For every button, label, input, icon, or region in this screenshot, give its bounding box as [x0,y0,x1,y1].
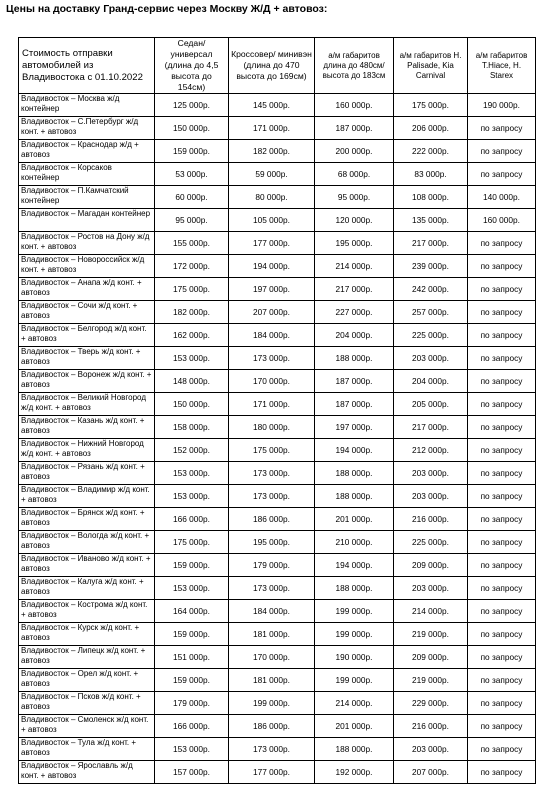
palisade-price-cell: 135 000р. [394,209,468,232]
table-row [19,232,536,255]
table-row [19,324,536,347]
hiace-price-cell: 140 000р. [468,186,536,209]
route-cell: Владивосток – Нижний Новгород ж/д конт. + автовоз [19,439,155,462]
palisade-price-cell: 108 000р. [394,186,468,209]
table-row [19,416,536,439]
header-sedan: Седан/ универсал (длина до 4,5 высота до 154см) [155,38,229,94]
route-cell: Владивосток – Курск ж/д конт. + автовоз [19,623,155,646]
price-table-container [18,37,535,784]
route-cell: Владивосток – С.Петербург ж/д конт. + автовоз [19,117,155,140]
route-cell: Владивосток – Брянск ж/д конт. + автовоз [19,508,155,531]
table-row [19,278,536,301]
sedan-price-cell: 159 000р. [155,623,229,646]
palisade-price-cell: 217 000р. [394,416,468,439]
table-row [19,485,536,508]
hiace-price-cell: по запросу [468,715,536,738]
large-price-cell: 199 000р. [315,623,394,646]
crossover-price-cell: 173 000р. [229,577,315,600]
crossover-price-cell: 186 000р. [229,508,315,531]
route-cell: Владивосток – Сочи ж/д конт. + автовоз [19,301,155,324]
route-cell: Владивосток – Белгород ж/д конт. + автовоз [19,324,155,347]
route-cell: Владивосток – Рязань ж/д конт. + автовоз [19,462,155,485]
crossover-price-cell: 207 000р. [229,301,315,324]
large-price-cell: 201 000р. [315,715,394,738]
hiace-price-cell: по запросу [468,508,536,531]
crossover-price-cell: 173 000р. [229,462,315,485]
route-cell: Владивосток – Вологда ж/д конт. + автовоз [19,531,155,554]
table-row [19,761,536,784]
crossover-price-cell: 194 000р. [229,255,315,278]
route-cell: Владивосток – Смоленск ж/д конт. + автовоз [19,715,155,738]
route-cell: Владивосток – Калуга ж/д конт. + автовоз [19,577,155,600]
sedan-price-cell: 152 000р. [155,439,229,462]
route-cell: Владивосток – Орел ж/д конт. + автовоз [19,669,155,692]
hiace-price-cell: по запросу [468,623,536,646]
crossover-price-cell: 171 000р. [229,393,315,416]
sedan-price-cell: 153 000р. [155,577,229,600]
header-large-vehicle: а/м габаритов длина до 480см/высота до 183см [315,38,394,94]
palisade-price-cell: 203 000р. [394,462,468,485]
route-cell: Владивосток – Краснодар ж/д + автовоз [19,140,155,163]
table-row [19,692,536,715]
route-cell: Владивосток – Великий Новгород ж/д конт. + автовоз [19,393,155,416]
large-price-cell: 227 000р. [315,301,394,324]
sedan-price-cell: 162 000р. [155,324,229,347]
crossover-price-cell: 173 000р. [229,738,315,761]
sedan-price-cell: 153 000р. [155,738,229,761]
hiace-price-cell: по запросу [468,462,536,485]
large-price-cell: 195 000р. [315,232,394,255]
sedan-price-cell: 60 000р. [155,186,229,209]
sedan-price-cell: 166 000р. [155,715,229,738]
hiace-price-cell: по запросу [468,347,536,370]
hiace-price-cell: по запросу [468,255,536,278]
hiace-price-cell: по запросу [468,393,536,416]
crossover-price-cell: 179 000р. [229,554,315,577]
sedan-price-cell: 153 000р. [155,485,229,508]
sedan-price-cell: 153 000р. [155,347,229,370]
table-row [19,117,536,140]
price-table [18,37,536,784]
hiace-price-cell: по запросу [468,692,536,715]
large-price-cell: 210 000р. [315,531,394,554]
sedan-price-cell: 150 000р. [155,117,229,140]
sedan-price-cell: 158 000р. [155,416,229,439]
large-price-cell: 201 000р. [315,508,394,531]
crossover-price-cell: 80 000р. [229,186,315,209]
table-row [19,439,536,462]
large-price-cell: 187 000р. [315,393,394,416]
table-row [19,715,536,738]
palisade-price-cell: 214 000р. [394,600,468,623]
route-cell: Владивосток – Кострома ж/д конт. + автовоз [19,600,155,623]
large-price-cell: 187 000р. [315,370,394,393]
hiace-price-cell: 160 000р. [468,209,536,232]
table-row [19,163,536,186]
route-cell: Владивосток – Тверь ж/д конт. + автовоз [19,347,155,370]
hiace-price-cell: по запросу [468,163,536,186]
palisade-price-cell: 257 000р. [394,301,468,324]
hiace-price-cell: по запросу [468,278,536,301]
crossover-price-cell: 182 000р. [229,140,315,163]
crossover-price-cell: 105 000р. [229,209,315,232]
large-price-cell: 194 000р. [315,554,394,577]
palisade-price-cell: 203 000р. [394,347,468,370]
crossover-price-cell: 197 000р. [229,278,315,301]
palisade-price-cell: 225 000р. [394,324,468,347]
large-price-cell: 188 000р. [315,462,394,485]
route-cell: Владивосток – Липецк ж/д конт. + автовоз [19,646,155,669]
table-row [19,669,536,692]
hiace-price-cell: по запросу [468,554,536,577]
crossover-price-cell: 173 000р. [229,347,315,370]
large-price-cell: 188 000р. [315,485,394,508]
hiace-price-cell: по запросу [468,531,536,554]
large-price-cell: 194 000р. [315,439,394,462]
sedan-price-cell: 166 000р. [155,508,229,531]
large-price-cell: 197 000р. [315,416,394,439]
palisade-price-cell: 219 000р. [394,623,468,646]
sedan-price-cell: 175 000р. [155,531,229,554]
table-row [19,186,536,209]
large-price-cell: 199 000р. [315,669,394,692]
large-price-cell: 188 000р. [315,347,394,370]
route-cell: Владивосток – Владимир ж/д конт. + автовоз [19,485,155,508]
hiace-price-cell: по запросу [468,600,536,623]
sedan-price-cell: 153 000р. [155,462,229,485]
route-cell: Владивосток – Новороссийск ж/д конт. + автовоз [19,255,155,278]
crossover-price-cell: 184 000р. [229,324,315,347]
route-cell: Владивосток – Ярославль ж/д конт. + автовоз [19,761,155,784]
route-cell: Владивосток – Ростов на Дону ж/д конт. + автовоз [19,232,155,255]
sedan-price-cell: 53 000р. [155,163,229,186]
crossover-price-cell: 186 000р. [229,715,315,738]
large-price-cell: 68 000р. [315,163,394,186]
route-cell: Владивосток – Иваново ж/д конт. + автовоз [19,554,155,577]
large-price-cell: 204 000р. [315,324,394,347]
hiace-price-cell: по запросу [468,301,536,324]
table-row [19,347,536,370]
route-cell: Владивосток – Корсаков контейнер [19,163,155,186]
large-price-cell: 214 000р. [315,692,394,715]
table-header-row [19,38,536,94]
hiace-price-cell: по запросу [468,232,536,255]
palisade-price-cell: 83 000р. [394,163,468,186]
hiace-price-cell: по запросу [468,669,536,692]
palisade-price-cell: 229 000р. [394,692,468,715]
large-price-cell: 190 000р. [315,646,394,669]
sedan-price-cell: 182 000р. [155,301,229,324]
sedan-price-cell: 151 000р. [155,646,229,669]
crossover-price-cell: 181 000р. [229,623,315,646]
hiace-price-cell: по запросу [468,761,536,784]
sedan-price-cell: 148 000р. [155,370,229,393]
sedan-price-cell: 159 000р. [155,669,229,692]
table-row [19,94,536,117]
hiace-price-cell: по запросу [468,646,536,669]
palisade-price-cell: 212 000р. [394,439,468,462]
crossover-price-cell: 177 000р. [229,761,315,784]
crossover-price-cell: 170 000р. [229,370,315,393]
large-price-cell: 214 000р. [315,255,394,278]
large-price-cell: 199 000р. [315,600,394,623]
table-row [19,738,536,761]
hiace-price-cell: по запросу [468,485,536,508]
crossover-price-cell: 59 000р. [229,163,315,186]
table-row [19,508,536,531]
crossover-price-cell: 199 000р. [229,692,315,715]
table-row [19,531,536,554]
crossover-price-cell: 145 000р. [229,94,315,117]
sedan-price-cell: 159 000р. [155,554,229,577]
palisade-price-cell: 216 000р. [394,715,468,738]
palisade-price-cell: 206 000р. [394,117,468,140]
hiace-price-cell: по запросу [468,738,536,761]
hiace-price-cell: 190 000р. [468,94,536,117]
palisade-price-cell: 209 000р. [394,646,468,669]
large-price-cell: 188 000р. [315,738,394,761]
palisade-price-cell: 209 000р. [394,554,468,577]
crossover-price-cell: 181 000р. [229,669,315,692]
hiace-price-cell: по запросу [468,439,536,462]
large-price-cell: 120 000р. [315,209,394,232]
crossover-price-cell: 177 000р. [229,232,315,255]
table-row [19,623,536,646]
table-row [19,140,536,163]
sedan-price-cell: 172 000р. [155,255,229,278]
table-row [19,370,536,393]
large-price-cell: 95 000р. [315,186,394,209]
route-cell: Владивосток – Анапа ж/д конт. + автовоз [19,278,155,301]
large-price-cell: 160 000р. [315,94,394,117]
palisade-price-cell: 203 000р. [394,738,468,761]
crossover-price-cell: 171 000р. [229,117,315,140]
header-palisade-carnival: а/м габаритов H. Palisade, Kia Carnival [394,38,468,94]
palisade-price-cell: 205 000р. [394,393,468,416]
crossover-price-cell: 175 000р. [229,439,315,462]
sedan-price-cell: 155 000р. [155,232,229,255]
route-cell: Владивосток – П.Камчатский контейнер [19,186,155,209]
sedan-price-cell: 179 000р. [155,692,229,715]
crossover-price-cell: 195 000р. [229,531,315,554]
palisade-price-cell: 175 000р. [394,94,468,117]
palisade-price-cell: 219 000р. [394,669,468,692]
route-cell: Владивосток – Магадан контейнер [19,209,155,232]
palisade-price-cell: 204 000р. [394,370,468,393]
palisade-price-cell: 225 000р. [394,531,468,554]
table-row [19,209,536,232]
hiace-price-cell: по запросу [468,577,536,600]
header-crossover: Кроссовер/ минивэн (длина до 470 высота до 169см) [229,38,315,94]
hiace-price-cell: по запросу [468,416,536,439]
crossover-price-cell: 184 000р. [229,600,315,623]
table-row [19,462,536,485]
table-row [19,600,536,623]
route-cell: Владивосток – Казань ж/д конт. + автовоз [19,416,155,439]
palisade-price-cell: 217 000р. [394,232,468,255]
table-row [19,255,536,278]
palisade-price-cell: 207 000р. [394,761,468,784]
sedan-price-cell: 125 000р. [155,94,229,117]
sedan-price-cell: 157 000р. [155,761,229,784]
hiace-price-cell: по запросу [468,370,536,393]
crossover-price-cell: 180 000р. [229,416,315,439]
palisade-price-cell: 222 000р. [394,140,468,163]
table-row [19,554,536,577]
route-cell: Владивосток – Тула ж/д конт. + автовоз [19,738,155,761]
route-cell: Владивосток – Воронеж ж/д конт. + автовоз [19,370,155,393]
large-price-cell: 192 000р. [315,761,394,784]
palisade-price-cell: 203 000р. [394,577,468,600]
route-cell: Владивосток – Москва ж/д контейнер [19,94,155,117]
page-title: Цены на доставку Гранд-сервис через Москву Ж/Д + автовоз: [6,3,328,15]
table-row [19,646,536,669]
large-price-cell: 187 000р. [315,117,394,140]
palisade-price-cell: 242 000р. [394,278,468,301]
palisade-price-cell: 216 000р. [394,508,468,531]
large-price-cell: 200 000р. [315,140,394,163]
sedan-price-cell: 95 000р. [155,209,229,232]
palisade-price-cell: 203 000р. [394,485,468,508]
hiace-price-cell: по запросу [468,117,536,140]
table-row [19,577,536,600]
large-price-cell: 188 000р. [315,577,394,600]
sedan-price-cell: 164 000р. [155,600,229,623]
table-row [19,393,536,416]
crossover-price-cell: 173 000р. [229,485,315,508]
palisade-price-cell: 239 000р. [394,255,468,278]
route-cell: Владивосток – Псков ж/д конт. + автовоз [19,692,155,715]
table-row [19,301,536,324]
header-route: Стоимость отправки автомобилей из Владивостока с 01.10.2022 [19,38,155,94]
crossover-price-cell: 170 000р. [229,646,315,669]
sedan-price-cell: 150 000р. [155,393,229,416]
hiace-price-cell: по запросу [468,140,536,163]
header-hiace-starex: а/м габаритов T.Hiace, H. Starex [468,38,536,94]
large-price-cell: 217 000р. [315,278,394,301]
sedan-price-cell: 175 000р. [155,278,229,301]
sedan-price-cell: 159 000р. [155,140,229,163]
hiace-price-cell: по запросу [468,324,536,347]
table-body [19,94,536,784]
